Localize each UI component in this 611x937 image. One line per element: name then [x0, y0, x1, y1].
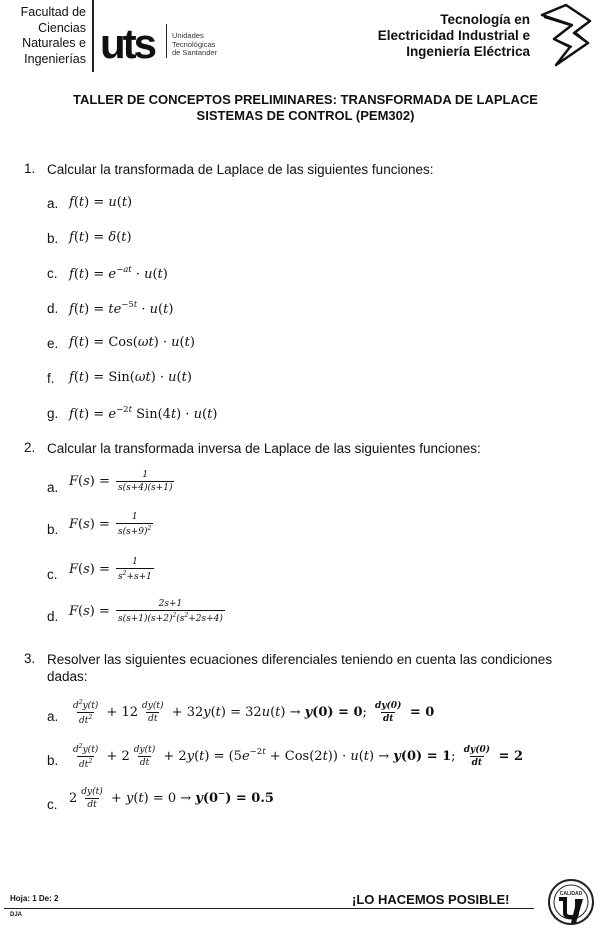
faculty-line: Naturales e [22, 36, 86, 50]
uts-sub-line: Tecnológicas [172, 39, 216, 49]
header-divider [92, 0, 94, 72]
formula-3c: 2 $\frac{dy(t)}{dt}$ + y(t) = 0 → y(0−) = 0.5 [69, 787, 274, 810]
item-letter: b. [47, 231, 59, 246]
question-text-line: dadas: [47, 669, 88, 684]
item-letter: f. [47, 371, 55, 386]
program-line: Ingeniería Eléctrica [406, 44, 530, 59]
uts-sub-line: de Santander [172, 48, 218, 58]
formula-3a: $\frac{d^2y(t)}{dt^2}$ + 12 $\frac{dy(t)}{dt}$ + 32y(t) = 32u(t) → y(0) = 0; $\frac{dy(0)}{dt}$ = 0 [73, 699, 435, 726]
quality-seal-icon [546, 877, 596, 933]
item-letter: g. [47, 406, 59, 421]
question-text: Calcular la transformada de Laplace de las siguientes funciones: [47, 162, 434, 177]
faculty-line: Facultad de [20, 5, 86, 19]
author-initials: DJA [10, 912, 23, 918]
item-letter: c. [47, 266, 58, 281]
uts-subtitle [172, 32, 217, 58]
item-letter: a. [47, 709, 59, 724]
question-number: 2. [24, 440, 36, 455]
formula-1a: f(t) = u(t) [69, 195, 133, 210]
item-letter: e. [47, 336, 59, 351]
faculty-line: Ingenierías [24, 51, 86, 66]
program-line: Tecnología en [440, 12, 530, 27]
question-text-line: Resolver las siguientes ecuaciones diferenciales teniendo en cuenta las condiciones [47, 652, 553, 667]
formula-1b: f(t) = δ(t) [69, 230, 132, 245]
formula-1e: f(t) = Cos(ωt) · u(t) [69, 335, 195, 350]
item-letter: c. [47, 797, 58, 812]
title-line: TALLER DE CONCEPTOS PRELIMINARES: TRANSFORMADA DE LAPLACE [73, 92, 538, 107]
formula-2a: F(s) = $\frac{1}{s(s+4)(s+1)}$ [69, 470, 173, 493]
item-letter: c. [47, 567, 58, 582]
question-text [47, 651, 552, 685]
question-number: 3. [24, 651, 36, 666]
program-line: Electricidad Industrial e [377, 28, 530, 43]
uts-sub-line: Unidades [172, 31, 204, 40]
uts-logo-text: uts [100, 20, 154, 66]
item-letter: a. [47, 196, 59, 211]
title-line: SISTEMAS DE CONTROL (PEM302) [196, 108, 415, 123]
footer-divider [4, 908, 534, 909]
item-letter: d. [47, 301, 59, 316]
formula-1g: $f(t) = e^{-2t}$ Sin(4t) · u(t) [69, 405, 218, 422]
formula-1c: $f(t) = e^{-at} \cdot u(t)$ [69, 265, 168, 282]
page-info: Hoja: 1 De: 2 [10, 894, 59, 903]
formula-2b: F(s) = $\frac{1}{s(s+9)^2}$ [69, 512, 152, 537]
item-letter: b. [47, 522, 59, 537]
uts-logo [100, 18, 160, 66]
seal-label: CALIDAD [559, 891, 583, 897]
question-number: 1. [24, 161, 36, 176]
program-name [350, 12, 530, 60]
footer-slogan: ¡LO HACEMOS POSIBLE! [352, 892, 510, 907]
lightning-logo-icon [536, 3, 592, 67]
uts-divider [166, 24, 167, 58]
faculty-line: Ciencias [38, 20, 86, 35]
faculty-name [4, 5, 86, 67]
formula-2c: F(s) = $\frac{1}{s^2+s+1}$ [69, 557, 152, 582]
item-letter: b. [47, 753, 59, 768]
document-title [0, 92, 611, 124]
item-letter: a. [47, 480, 59, 495]
formula-2d: F(s) = $\frac{2s+1}{s(s+1)(s+2)^2(s^2+2s+4)}$ [69, 599, 223, 624]
formula-1d: $f(t) = te^{-5t} \cdot u(t)$ [69, 300, 174, 317]
item-letter: d. [47, 609, 59, 624]
formula-1f: f(t) = Sin(ωt) · u(t) [69, 370, 192, 385]
formula-3b: $\frac{d^2y(t)}{dt^2}$ + 2 $\frac{dy(t)}{dt}$ + $2y(t) = (5e^{-2t} + Cos(2t)) \cdot u(t) \to y(0) = 1$; $\frac{dy(0)}{dt}$ = 2 [73, 743, 523, 770]
question-text: Calcular la transformada inversa de Laplace de las siguientes funciones: [47, 441, 481, 456]
